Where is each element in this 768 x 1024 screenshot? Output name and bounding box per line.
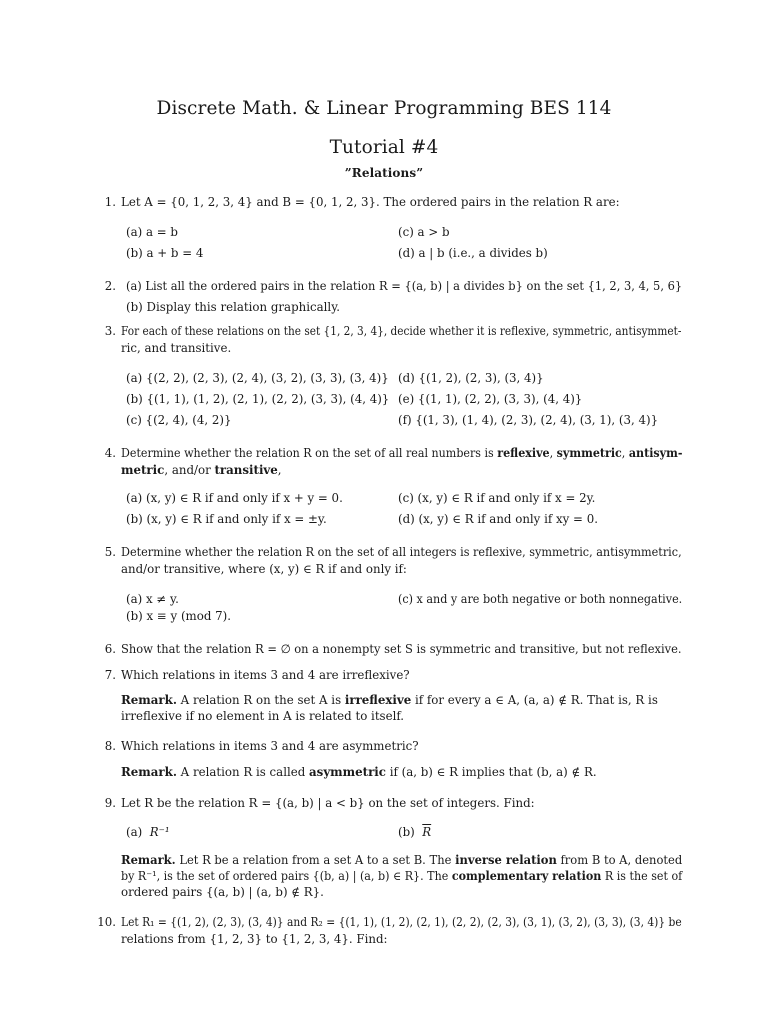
q4-line1	[121, 445, 682, 462]
q9-number: 9.	[104, 796, 116, 810]
q4-item-b: (b) (x, y) ∈ R if and only if x = ±y.	[126, 512, 327, 526]
q8-remark-b: if (a, b) ∈ R implies that (b, a) ∉ R.	[385, 765, 597, 779]
q9-complementary-relation: complementary relation	[451, 869, 602, 883]
q7-remark-a: A relation R on the set A is	[176, 693, 345, 707]
q9-remark-2a: by R⁻¹, is the set of ordered pairs {(b, a) | (a, b) ∈ R}. The	[121, 869, 452, 883]
q2-item-a: (a) List all the ordered pairs in the relation R = {(a, b) | a divides b} on the set {1, 2, 3, 4, 5, 6}	[126, 279, 683, 293]
q1-item-c: (c) a > b	[398, 225, 450, 239]
q8-text: Which relations in items 3 and 4 are asymmetric?	[121, 739, 419, 753]
q7-number: 7.	[104, 668, 116, 682]
q3-number: 3.	[104, 324, 116, 338]
q7-remark-b: if for every a ∈ A, (a, a) ∉ R. That is, R is	[411, 693, 658, 707]
q9-item-b-label: (b)	[398, 825, 415, 839]
q10-line2: relations from {1, 2, 3} to {1, 2, 3, 4}. Find:	[121, 932, 388, 946]
q5-item-b: (b) x ≡ y (mod 7).	[126, 609, 232, 623]
q9-item-a-label: (a)	[126, 825, 143, 839]
q9-item-b-value: $\overline{R}$	[422, 825, 432, 839]
tutorial-title: Tutorial #4	[329, 137, 439, 158]
q5-line1: Determine whether the relation R on the set of all integers is reflexive, symmetric, antisymmetric,	[121, 545, 682, 559]
q4-sep2: ,	[621, 446, 629, 460]
q2-number: 2.	[104, 279, 116, 293]
q4-item-a: (a) (x, y) ∈ R if and only if x + y = 0.	[126, 491, 343, 505]
q1-text: Let A = {0, 1, 2, 3, 4} and B = {0, 1, 2, 3}. The ordered pairs in the relation R are:	[121, 195, 620, 209]
q1-item-b: (b) a + b = 4	[126, 246, 204, 260]
q6-number: 6.	[104, 642, 116, 656]
q4-item-c: (c) (x, y) ∈ R if and only if x = 2y.	[398, 491, 596, 505]
q5-item-a: (a) x ≠ y.	[126, 592, 179, 606]
q9-item-b	[398, 824, 431, 841]
q1-item-d: (d) a | b (i.e., a divides b)	[398, 246, 548, 260]
q4-antisym: antisym-	[628, 446, 683, 460]
q7-irreflexive: irreflexive	[344, 693, 412, 707]
q5-number: 5.	[104, 545, 116, 559]
topic-title: ”Relations”	[344, 166, 424, 180]
q9-remark-1b: from B to A, denoted	[556, 853, 683, 867]
q4-line2	[121, 462, 282, 479]
q4-line1-text: Determine whether the relation R on the set of all real numbers is	[121, 446, 498, 460]
q3-item-e: (e) {(1, 1), (2, 2), (3, 3), (4, 4)}	[398, 392, 583, 406]
q4-item-d: (d) (x, y) ∈ R if and only if xy = 0.	[398, 512, 598, 526]
q7-text: Which relations in items 3 and 4 are irreflexive?	[121, 668, 410, 682]
q1-number: 1.	[104, 195, 116, 209]
q9-remark-line3: ordered pairs {(a, b) | (a, b) ∉ R}.	[121, 885, 324, 899]
q3-item-c: (c) {(2, 4), (4, 2)}	[126, 413, 232, 427]
q5-line2: and/or transitive, where (x, y) ∈ R if and only if:	[121, 562, 407, 576]
q10-line1: Let R₁ = {(1, 2), (2, 3), (3, 4)} and R₂ = {(1, 1), (1, 2), (2, 1), (2, 2), (2, 3), (3, 1), (3, 2), (3, 3), (3, 4)} be	[121, 915, 682, 929]
q8-remark-label: Remark.	[121, 765, 177, 779]
q4-reflexive: reflexive	[497, 446, 550, 460]
q9-remark-line2	[121, 868, 682, 885]
q4-metric: metric	[121, 463, 165, 477]
q3-item-b: (b) {(1, 1), (1, 2), (2, 1), (2, 2), (3, 3), (4, 4)}	[126, 392, 390, 406]
q2-item-b: (b) Display this relation graphically.	[126, 300, 341, 314]
course-title: Discrete Math. & Linear Programming BES 114	[156, 98, 612, 119]
q9-text: Let R be the relation R = {(a, b) | a < b} on the set of integers. Find:	[121, 796, 535, 810]
q7-remark-line2: irreflexive if no element in A is related to itself.	[121, 709, 405, 723]
q4-number: 4.	[104, 446, 116, 460]
q9-remark-label: Remark.	[121, 853, 176, 867]
q8-number: 8.	[104, 739, 116, 753]
q4-transitive: transitive	[214, 463, 278, 477]
q4-sep1: ,	[549, 446, 557, 460]
q4-line2-end: ,	[277, 463, 282, 477]
q4-line2-mid: , and/or	[164, 463, 215, 477]
q3-item-d: (d) {(1, 2), (2, 3), (3, 4)}	[398, 371, 544, 385]
q4-symmetric: symmetric	[556, 446, 622, 460]
q5-item-c: (c) x and y are both negative or both nonnegative.	[398, 592, 683, 606]
q9-item-a-value: R⁻¹	[149, 825, 170, 839]
q8-remark-a: A relation R is called	[176, 765, 310, 779]
q3-line2: ric, and transitive.	[121, 341, 232, 355]
q10-number: 10.	[97, 915, 116, 929]
q8-remark	[121, 764, 597, 781]
q9-inverse-relation: inverse relation	[455, 853, 557, 867]
q9-remark-2b: R is the set of	[601, 869, 683, 883]
q3-item-a: (a) {(2, 2), (2, 3), (2, 4), (3, 2), (3, 3), (3, 4)}	[126, 371, 389, 385]
q9-item-a	[126, 824, 170, 841]
q9-remark-line1	[121, 852, 682, 869]
q7-remark-line1	[121, 692, 658, 709]
q3-item-f: (f) {(1, 3), (1, 4), (2, 3), (2, 4), (3, 1), (3, 4)}	[398, 413, 659, 427]
q9-remark-1a: Let R be a relation from a set A to a set B. The	[175, 853, 456, 867]
q1-item-a: (a) a = b	[126, 225, 178, 239]
q7-remark-label: Remark.	[121, 693, 177, 707]
q8-asymmetric: asymmetric	[309, 765, 386, 779]
q6-text: Show that the relation R = ∅ on a nonempty set S is symmetric and transitive, but not reflexive.	[121, 642, 682, 656]
q3-line1: For each of these relations on the set {1, 2, 3, 4}, decide whether it is reflexive, symmetric, antisymmet-	[121, 324, 682, 338]
